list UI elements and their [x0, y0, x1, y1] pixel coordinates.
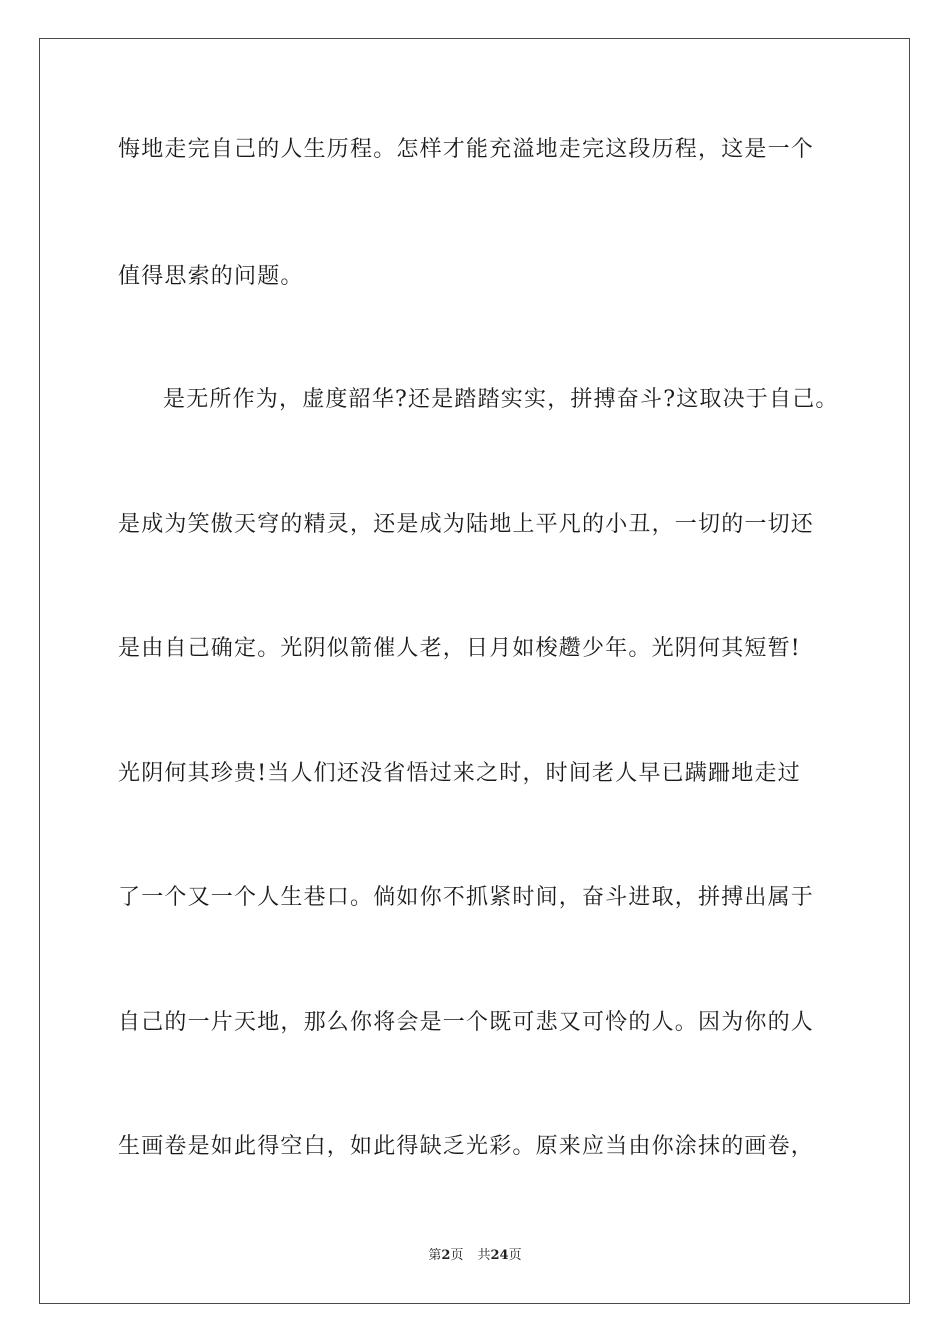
- current-page-number: 2: [441, 1248, 451, 1263]
- page-prefix: 第: [428, 1248, 442, 1263]
- total-pages-label: [477, 1248, 521, 1264]
- text-line-1: 悔地走完自己的人生历程。怎样才能充溢地走完这段历程，这是一个: [118, 137, 815, 162]
- text-line-2: 值得思索的问题。: [118, 264, 304, 289]
- text-line-7: 了一个又一个人生巷口。倘如你不抓紧时间，奋斗进取，拼搏出属于: [118, 885, 815, 910]
- text-line-6: 光阴何其珍贵!当人们还没省悟过来之时，时间老人早已蹒跚地走过: [118, 761, 801, 786]
- text-line-9: 生画卷是如此得空白，如此得缺乏光彩。原来应当由你涂抹的画卷，: [118, 1134, 815, 1159]
- total-page-count: 24: [490, 1248, 509, 1263]
- text-line-3-paragraph-start: 是无所作为，虚度韶华?还是踏踏实实，拼搏奋斗?这取决于自己。: [163, 387, 839, 412]
- page-border: [39, 38, 910, 1304]
- total-prefix: 共: [477, 1248, 491, 1263]
- text-line-5: 是由自己确定。光阴似箭催人老，日月如梭趱少年。光阴何其短暂!: [118, 636, 801, 661]
- text-line-8: 自己的一片天地，那么你将会是一个既可悲又可怜的人。因为你的人: [118, 1010, 815, 1035]
- page-footer: [0, 1248, 950, 1264]
- total-suffix: 页: [508, 1248, 522, 1263]
- text-line-4: 是成为笑傲天穹的精灵，还是成为陆地上平凡的小丑，一切的一切还: [118, 512, 815, 537]
- page-number-label: [428, 1248, 463, 1264]
- page-suffix: 页: [450, 1248, 464, 1263]
